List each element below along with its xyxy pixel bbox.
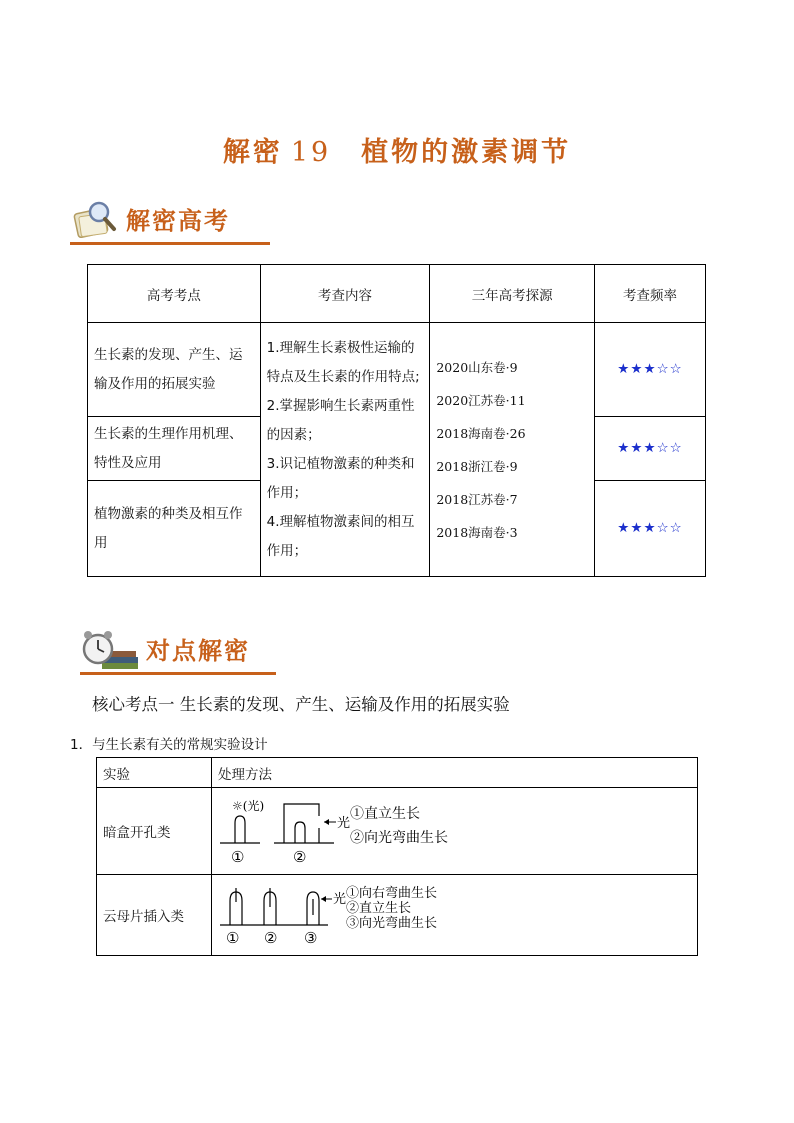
page-title bbox=[0, 130, 794, 169]
result-label: ①向右弯曲生长 bbox=[346, 886, 438, 901]
section-header-exam bbox=[70, 197, 270, 245]
exam-point-cell: 生长素的发现、产生、运输及作用的拓展实验 bbox=[88, 323, 261, 417]
light-label: 光 bbox=[337, 816, 351, 831]
frequency-stars: ★★★☆☆ bbox=[595, 323, 706, 417]
section-header-points bbox=[80, 627, 276, 675]
table-header-row bbox=[88, 265, 706, 323]
header-cell: 考查频率 bbox=[595, 265, 706, 323]
experiment-table bbox=[96, 757, 698, 956]
result-label: ②直立生长 bbox=[346, 901, 412, 916]
figure-number: ② bbox=[264, 929, 278, 947]
source-item: 2020山东卷·9 bbox=[436, 359, 518, 375]
experiment-name: 云母片插入类 bbox=[97, 875, 212, 956]
exam-point-cell: 生长素的生理作用机理、特性及应用 bbox=[88, 417, 261, 481]
table-row bbox=[97, 875, 698, 956]
source-item: 2018江苏卷·7 bbox=[436, 491, 518, 507]
frequency-stars: ★★★☆☆ bbox=[595, 481, 706, 577]
result-label: ②向光弯曲生长 bbox=[350, 830, 448, 846]
clock-books-icon bbox=[80, 627, 142, 673]
sun-label: ☼(光) bbox=[232, 799, 265, 813]
figure-number: ① bbox=[231, 848, 245, 866]
figure-number: ① bbox=[226, 929, 240, 947]
exam-overview-table bbox=[87, 264, 706, 577]
section-underline bbox=[70, 242, 270, 245]
source-item: 2020江苏卷·11 bbox=[436, 392, 526, 408]
core-point-heading: 核心考点一 生长素的发现、产生、运输及作用的拓展实验 bbox=[92, 695, 510, 714]
figure-number: ② bbox=[293, 848, 307, 866]
result-label: ③向光弯曲生长 bbox=[346, 916, 438, 931]
content-item: 2.掌握影响生长素两重性的因素； bbox=[266, 397, 415, 443]
header-cell: 处理方法 bbox=[212, 758, 698, 788]
header-cell: 三年高考探源 bbox=[430, 265, 595, 323]
frequency-stars: ★★★☆☆ bbox=[595, 417, 706, 481]
table-row bbox=[97, 788, 698, 875]
experiment-figure-cell bbox=[212, 788, 698, 875]
source-item: 2018海南卷·3 bbox=[436, 524, 518, 540]
exam-content-cell bbox=[260, 323, 430, 577]
source-item: 2018海南卷·26 bbox=[436, 425, 526, 441]
title-prefix: 解密 bbox=[222, 137, 283, 168]
result-label: ①直立生长 bbox=[350, 806, 420, 822]
table-row bbox=[88, 323, 706, 417]
content-item: 4.理解植物激素间的相互作用； bbox=[266, 513, 415, 559]
header-cell: 考查内容 bbox=[260, 265, 430, 323]
light-label: 光 bbox=[333, 892, 347, 907]
content-item: 3.识记植物激素的种类和作用； bbox=[266, 455, 415, 501]
title-number: 19 bbox=[290, 137, 332, 168]
magnifier-book-icon bbox=[70, 197, 122, 243]
source-item: 2018浙江卷·9 bbox=[436, 458, 518, 474]
exam-point-cell: 植物激素的种类及相互作用 bbox=[88, 481, 261, 577]
experiment-figure-cell bbox=[212, 875, 698, 956]
question-heading: 1．与生长素有关的常规实验设计 bbox=[70, 737, 268, 753]
section-label-exam: 解密高考 bbox=[126, 206, 230, 235]
content-item: 1.理解生长素极性运输的特点及生长素的作用特点; bbox=[266, 339, 420, 385]
dark-box-figure bbox=[212, 788, 697, 874]
exam-source-cell bbox=[430, 323, 595, 577]
header-cell: 实验 bbox=[97, 758, 212, 788]
figure-number: ③ bbox=[304, 929, 318, 947]
header-cell: 高考考点 bbox=[88, 265, 261, 323]
section-label-points: 对点解密 bbox=[146, 636, 250, 665]
section-underline bbox=[80, 672, 276, 675]
title-topic: 植物的激素调节 bbox=[361, 137, 572, 168]
mica-insert-figure bbox=[212, 875, 697, 955]
experiment-name: 暗盒开孔类 bbox=[97, 788, 212, 875]
table-header-row bbox=[97, 758, 698, 788]
